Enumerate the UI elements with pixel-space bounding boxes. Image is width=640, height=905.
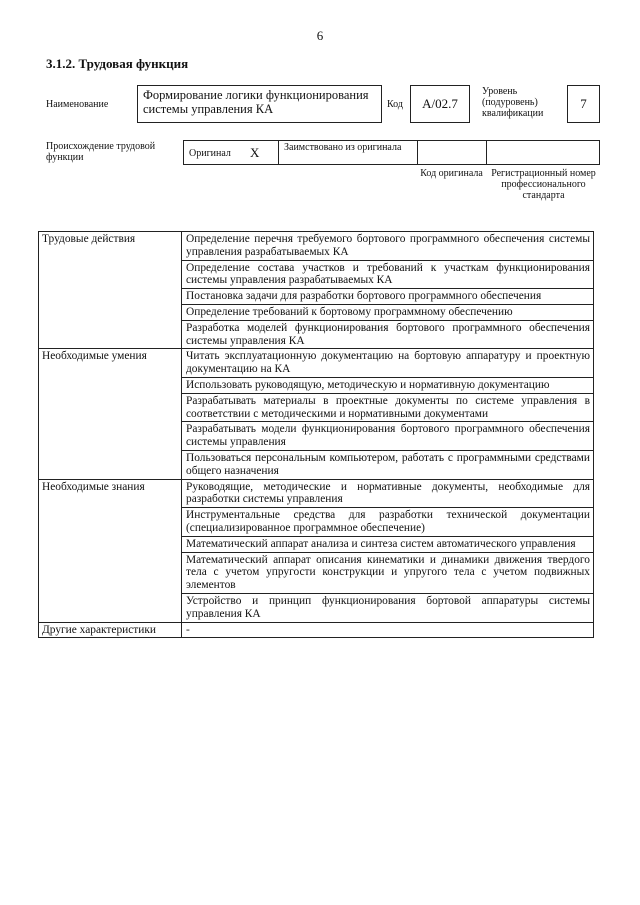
item-cell: Пользоваться персональным компьютером, работать с программными средствами общего назначения bbox=[182, 450, 594, 479]
item-cell: Читать эксплуатационную документацию на бортовую аппаратуру и проектную документацию на КА bbox=[182, 349, 594, 378]
level-value: 7 bbox=[580, 96, 587, 111]
section-title: 3.1.2. Трудовая функция bbox=[46, 56, 189, 71]
reg-number-cell bbox=[487, 141, 599, 164]
item-cell: Устройство и принцип функционирования бортовой аппаратуры системы управления КА bbox=[182, 593, 594, 622]
original-mark: X bbox=[250, 145, 260, 160]
category-cell: Необходимые умения bbox=[39, 349, 182, 479]
item-cell: Математический аппарат анализа и синтеза систем автоматического управления bbox=[182, 536, 594, 552]
code-original-cell bbox=[418, 141, 487, 164]
original-cell bbox=[184, 141, 279, 164]
item-cell: Определение перечня требуемого бортового программного обеспечения системы управления разрабатываемых КА bbox=[182, 232, 594, 261]
origin-strip bbox=[183, 140, 600, 165]
item-cell: Разрабатывать модели функционирования бортового программного обеспечения системы управления bbox=[182, 422, 594, 451]
table-row bbox=[39, 232, 594, 261]
function-details-table bbox=[38, 231, 594, 638]
code-original-caption: Код оригинала bbox=[420, 168, 483, 179]
item-cell: Математический аппарат описания кинематики и динамики движения твердого тела с учетом упругости конструкции и упругого тела с учетом подвижных элементов bbox=[182, 552, 594, 593]
item-cell: Определение состава участков и требований к участкам функционирования системы управления разрабатываемых КА bbox=[182, 260, 594, 289]
level-value-box bbox=[567, 85, 600, 123]
name-label: Наименование bbox=[46, 99, 109, 110]
category-cell: Необходимые знания bbox=[39, 479, 182, 622]
original-label: Оригинал bbox=[189, 148, 231, 159]
borrowed-cell bbox=[279, 141, 418, 164]
table-row bbox=[39, 622, 594, 638]
code-label: Код bbox=[387, 99, 403, 110]
category-cell: Другие характеристики bbox=[39, 622, 182, 638]
category-cell: Трудовые действия bbox=[39, 232, 182, 349]
item-cell: Постановка задачи для разработки бортового программного обеспечения bbox=[182, 289, 594, 305]
level-label: Уровень (подуровень) квалификации bbox=[482, 86, 544, 119]
item-cell: Использовать руководящую, методическую и нормативную документацию bbox=[182, 377, 594, 393]
reg-number-caption: Регистрационный номер профессионального стандарта bbox=[491, 168, 596, 201]
table-row bbox=[39, 349, 594, 378]
item-cell: Руководящие, методические и нормативные документы, необходимые для разработки системы управления bbox=[182, 479, 594, 508]
page-number: 6 bbox=[316, 28, 324, 43]
item-cell: Разработка моделей функционирования бортового программного обеспечения системы управления КА bbox=[182, 320, 594, 349]
function-name-box bbox=[137, 85, 382, 123]
code-value-box bbox=[410, 85, 470, 123]
item-cell: Определение требований к бортовому программному обеспечению bbox=[182, 304, 594, 320]
code-value: А/02.7 bbox=[422, 96, 458, 111]
item-cell: Инструментальные средства для разработки технической документации (специализированное программное обеспечение) bbox=[182, 508, 594, 537]
item-cell: Разрабатывать материалы в проектные документы по системе управления в соответствии с методическими и нормативными документами bbox=[182, 393, 594, 422]
table-row bbox=[39, 479, 594, 508]
item-cell: - bbox=[182, 622, 594, 638]
borrowed-label: Заимствовано из оригинала bbox=[284, 142, 402, 153]
origin-label: Происхождение трудовой функции bbox=[46, 141, 156, 163]
function-name-value: Формирование логики функционирования системы управления КА bbox=[143, 88, 369, 116]
